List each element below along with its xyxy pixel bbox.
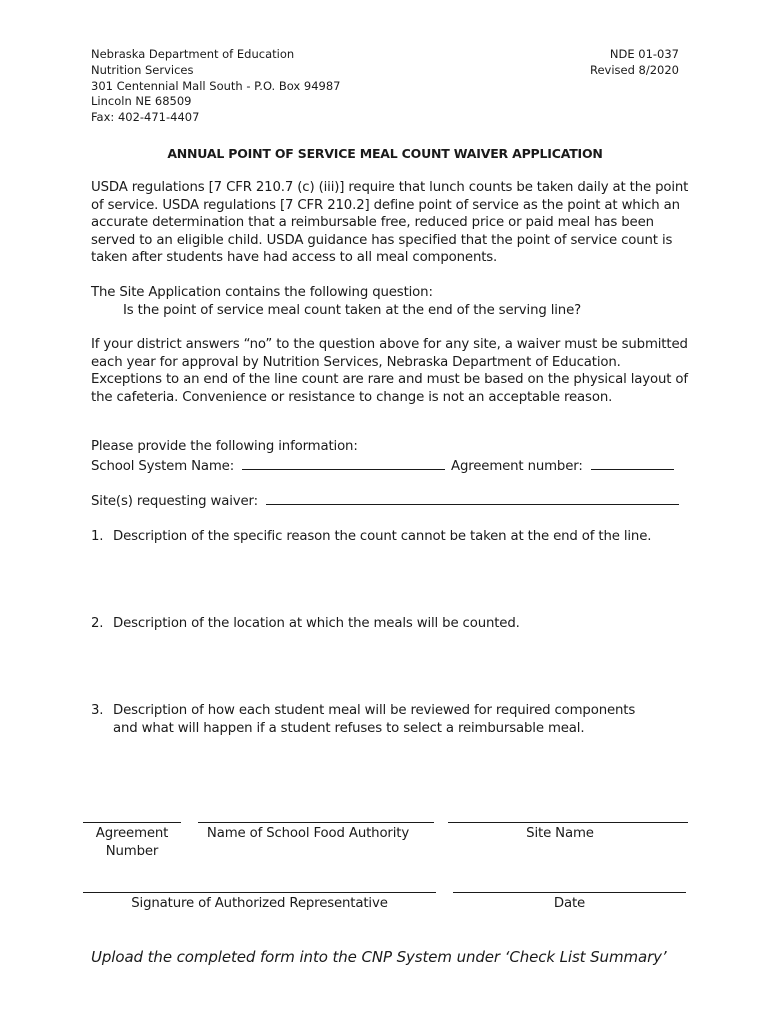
agency-division: Nutrition Services: [91, 62, 194, 77]
sites-label: Site(s) requesting waiver:: [91, 494, 258, 509]
site-application-question: Is the point of service meal count taken at the end of the serving line?: [123, 302, 582, 318]
site-name-signature-line[interactable]: [448, 822, 688, 823]
sfa-name-signature-line[interactable]: [198, 822, 434, 823]
question-number: 1.: [91, 529, 104, 544]
sites-row: [91, 492, 679, 509]
site-name-caption: Site Name: [526, 826, 594, 841]
agreement-number-signature-line[interactable]: [83, 822, 181, 823]
waiver-paragraph: If your district answers “no” to the question above for any site, a waiver must be submitted each year for approval by Nutrition Services, Nebraska Department of Education. Exceptions to an end of the line count are rare and must be based on the physical layout of the cafeteria. Convenience or resistance to change is not an acceptable reason.: [91, 337, 688, 405]
sfa-name-caption: Name of School Food Authority: [206, 826, 410, 841]
site-application-block: [91, 284, 691, 319]
date-signature-line[interactable]: [453, 892, 686, 893]
form-title: ANNUAL POINT OF SERVICE MEAL COUNT WAIVER APPLICATION: [167, 146, 603, 161]
authorized-signature-caption: Signature of Authorized Representative: [131, 896, 388, 911]
site-application-line: The Site Application contains the following question:: [91, 285, 433, 300]
question-1: [91, 528, 651, 546]
agency-street: 301 Centennial Mall South - P.O. Box 94987: [91, 78, 341, 93]
revision-date: Revised 8/2020: [589, 62, 679, 77]
agency-city: Lincoln NE 68509: [91, 94, 192, 109]
upload-instruction: Upload the completed form into the CNP System under ‘Check List Summary’: [91, 948, 667, 966]
agency-address-block: [91, 47, 340, 126]
question-text-continued: and what will happen if a student refuses to select a reimbursable meal.: [113, 720, 585, 736]
info-prompt: Please provide the following information:: [91, 439, 358, 454]
question-number: 2.: [91, 616, 104, 631]
form-number: NDE 01-037: [609, 47, 679, 61]
question-text: Description of the location at which the meals will be counted.: [113, 616, 520, 631]
question-text: Description of the specific reason the count cannot be taken at the end of the line.: [113, 529, 652, 544]
question-text: Description of how each student meal will be reviewed for required components: [113, 703, 636, 718]
agency-name: Nebraska Department of Education: [91, 47, 295, 61]
agreement-number-caption: Agreement Number: [95, 826, 169, 859]
agreement-number-row: [451, 457, 674, 474]
form-id-block: [590, 47, 679, 79]
date-caption: Date: [553, 896, 586, 911]
sites-field[interactable]: [266, 492, 679, 505]
school-system-label: School System Name:: [91, 459, 235, 474]
school-system-field[interactable]: [242, 457, 445, 470]
school-system-row: [91, 457, 445, 474]
question-2: [91, 615, 520, 633]
agency-fax: Fax: 402-471-4407: [91, 110, 200, 125]
intro-paragraph: USDA regulations [7 CFR 210.7 (c) (iii)] require that lunch counts be taken daily at the point of service. USDA regulations [7 CFR 210.2] define point of service as the point at which an accurate determination that a reimbursable free, reduced price or paid meal has been served to an eligible child. USDA guidance has specified that the point of service count is taken after students have had access to all meal components.: [91, 180, 689, 265]
question-number: 3.: [91, 703, 104, 718]
agreement-number-label: Agreement number:: [451, 459, 583, 474]
authorized-signature-line[interactable]: [83, 892, 436, 893]
agreement-number-field[interactable]: [591, 457, 674, 470]
question-3: [91, 702, 635, 737]
